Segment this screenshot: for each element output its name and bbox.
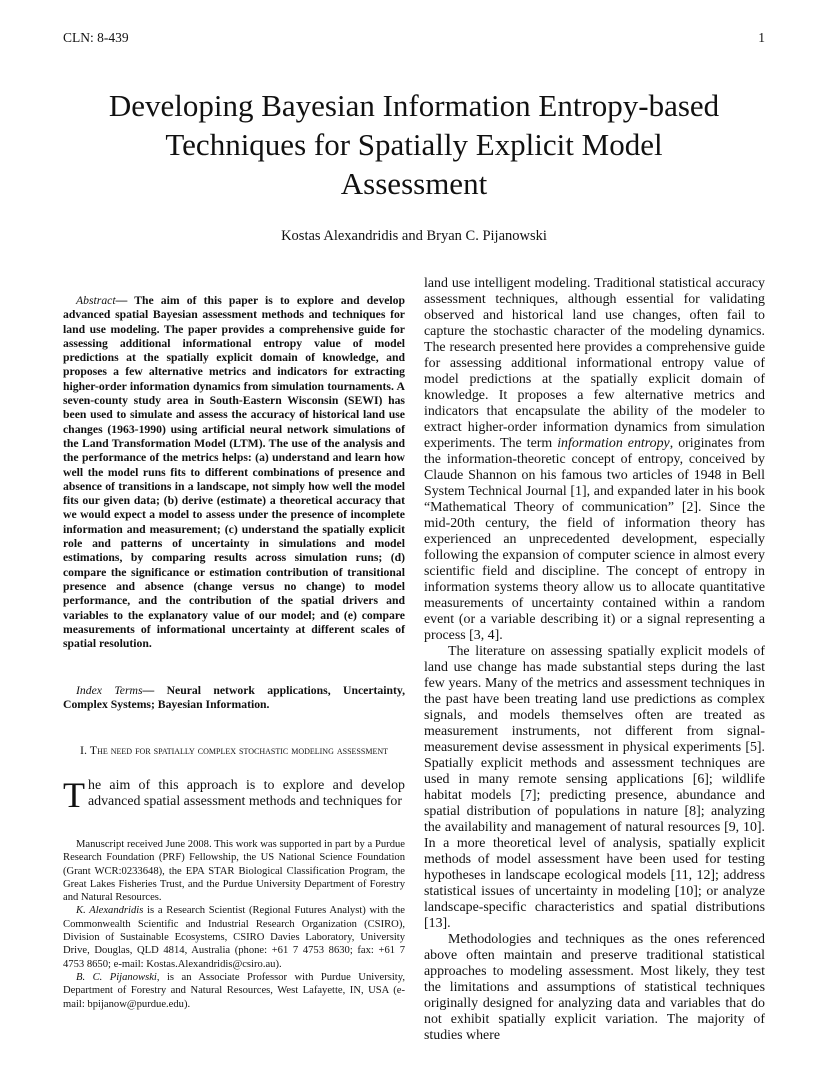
right-column xyxy=(424,276,765,1044)
body-paragraph-1-a: land use intelligent modeling. Traditional statistical accuracy assessment techniques, although essential for validating observed and historical land use changes, often fail to capture the stochastic character of the modeling dynamics. The research presented here provides a comprehensive guide for assessing additional informational entropy value of model predictions at the spatially explicit domain of knowledge. It proposes a few alternative metrics and indicators that encapsulate the ability of the modeler to extract higher-order information dynamics from simulation experiments. The term xyxy=(424,276,765,451)
section-heading xyxy=(63,742,405,759)
intro-text: he aim of this approach is to explore and develop advanced spatial assessment methods and techniques for xyxy=(88,778,405,809)
intro-paragraph xyxy=(63,775,405,815)
footnote-author1-text: is a Research Scientist (Regional Futures Analyst) with the Commonwealth Scientific and Industrial Research Organization (CSIRO), Division of Sustainable Ecosystems, CSIRO Davies Laboratory, University Drive, Douglas, QLD 4814, Australia (phone: +61 7 4753 8630; fax: +61 7 4753 8650; e-mail: Kostas.Alexandridis@csiro.au). xyxy=(63,905,405,970)
footnote-author1-name: K. Alexandridis xyxy=(76,905,144,917)
footnote xyxy=(63,838,405,1011)
index-terms-lead: Index Terms xyxy=(76,684,143,697)
footnote-author2-text: , is an Associate Professor with Purdue University, Department of Forestry and Natural Resources, West Lafayette, IN, USA (e-mail: bpijanow@purdue.edu). xyxy=(63,971,405,1010)
page-number: 1 xyxy=(758,30,765,45)
footnote-funding: Manuscript received June 2008. This work was supported in part by a Purdue Research Foundation (PRF) Fellowship, the US National Science Foundation (Grant WCR:0233648), the EPA STAR Biological Classification Program, the Great Lakes Fisheries Trust, and the Purdue University Department of Forestry and Natural Resources. xyxy=(63,839,405,904)
index-terms-text: — Neural network applications, Uncertainty, Complex Systems; Bayesian Information. xyxy=(63,684,406,712)
abstract-text: — The aim of this paper is to explore and develop advanced spatial Bayesian assessment methods and techniques for land use modeling. The paper provides a comprehensive guide for assessing additional informational entropy value of model predictions at the spatially explicit domain of knowledge, and proposes a few alternative metrics and indicators for extracting higher-order information dynamics from simulation tournaments. A seven-county study area in South-Eastern Wisconsin (SEWI) has been used to simulate and assess the accuracy of historical land use changes (1963-1990) using artificial neural network simulations of the Land Transformation Model (LTM). The use of the analysis and the performance of the metrics helps: (a) understand and learn how well the model runs fits to different combinations of presence and absence of transitions in a landscape, not simply how well the model fits our given data; (b) derive (estimate) a theoretical accuracy that we would expect a model to assess under the presence of incomplete information and measurement; (c) understand the spatially explicit role and patterns of uncertainty in simulations and model estimations, by comparing results across simulation runs; (d) compare the significance or estimation contribution of transitional presence and absence (change versus no change) to model performance, and the contribution of the spatial drivers and variables to the explanatory value of our model; and (e) compare measurements of informational uncertainty at different scales of spatial resolution. xyxy=(63,294,405,651)
index-terms xyxy=(63,684,405,713)
paper-title: Developing Bayesian Information Entropy-based Techniques for Spatially Explicit Model Assessment xyxy=(108,88,720,201)
body-paragraph-2: The literature on assessing spatially explicit models of land use change has made substantial steps during the last few years. Many of the metrics and assessment techniques in the past have been treating land use predictions as complex signals, and models themselves often are treated as measurement instruments, not different from signal-measurement devise assessment in physical experiments [5]. Spatially explicit methods and assessment techniques are used in many remote sensing applications [6]; wildlife habitat models [7]; predicting presence, abundance and spatial distribution of populations in nature [8]; analyzing the availability and management of natural resources [9, 10]. In a more theoretical level of analysis, spatially explicit methods of model assessment have been used for testing hypotheses in landscape ecological models [11, 12]; address statistical issues of uncertainty in modeling [10]; or analyze landscape-specific characteristics and spatial distributions [13]. xyxy=(424,644,765,931)
footnote-author2-name: B. C. Pijanowski xyxy=(76,971,157,983)
term-information-entropy: information entropy xyxy=(557,436,670,451)
authors: Kostas Alexandridis and Bryan C. Pijanowski xyxy=(281,228,547,244)
abstract xyxy=(63,294,405,651)
running-header-code: CLN: 8-439 xyxy=(63,30,129,45)
body-paragraph-1 xyxy=(424,276,765,644)
abstract-lead: Abstract xyxy=(76,294,116,307)
body-paragraph-1-b: , originates from the information-theoretic concept of entropy, conceived by Claude Shannon on his famous two articles of 1948 in Bell System Technical Journal [1], and expanded later in his book “Mathematical Theory of communication” [2]. Since the mid-20th century, the field of information theory has experienced an unprecedented development, especially following the expansion of computer science in almost every scientific field and discipline. The concept of entropy in information systems theory allow us to allocate quantitative measurements of uncertainty contained within a random event (or a variable describing it) or a signal representing a process [3, 4]. xyxy=(424,436,765,643)
body-paragraph-3: Methodologies and techniques as the ones referenced above often maintain and preserve traditional statistical approaches to modeling assessment. Most likely, they test the limitations and assumptions of statistical techniques originally designed for analyzing data and variables that do not exhibit spatially explicit variation. The majority of studies where xyxy=(424,932,765,1043)
drop-cap: T xyxy=(63,775,85,815)
section-heading-text: I. The need for spatially complex stochastic modeling assessment xyxy=(79,743,388,757)
